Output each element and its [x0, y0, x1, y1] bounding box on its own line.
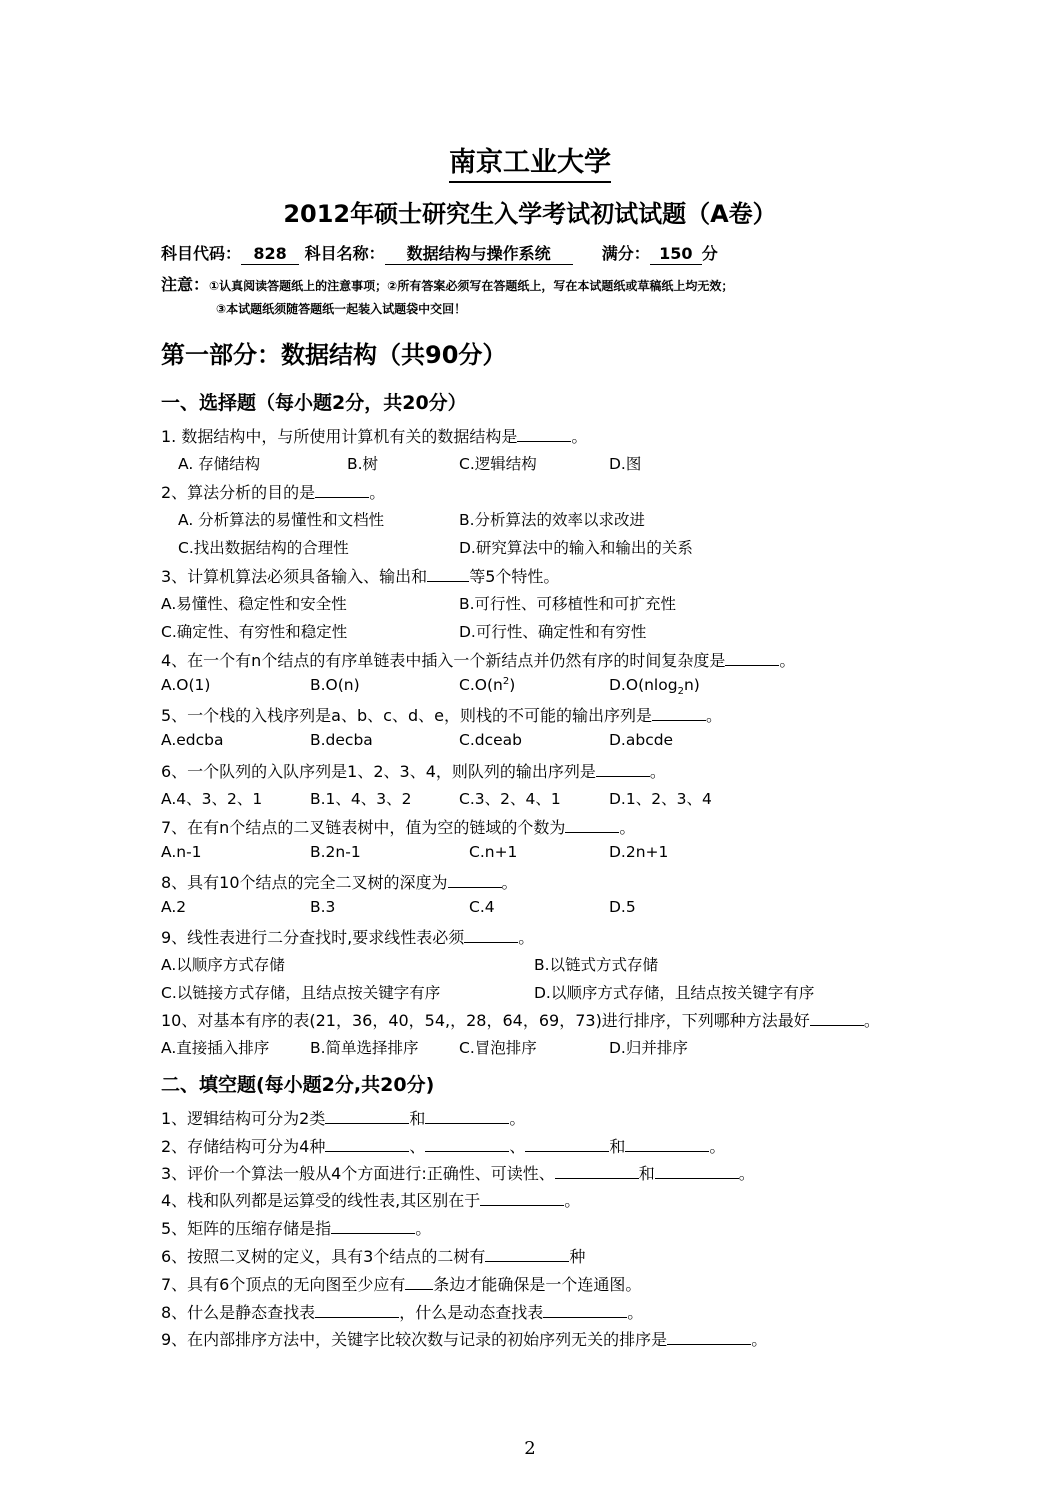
q5-option-d: D.abcde	[609, 731, 674, 749]
q9-option-a: A.以顺序方式存储	[161, 956, 285, 974]
q5-option-b: B.decba	[310, 731, 373, 749]
fill-question-3: 3、评价一个算法一般从4个方面进行:正确性、可读性、 和 。	[161, 1164, 755, 1183]
q7-option-c: C.n+1	[469, 843, 518, 861]
page-number: 2	[524, 1438, 536, 1459]
fill-question-1: 1、逻辑结构可分为2类 和 。	[161, 1109, 526, 1128]
q7-option-d: D.2n+1	[609, 843, 669, 861]
q4-option-c: $C.O(n^2)$	[459, 676, 516, 695]
q9-option-b: B.以链式方式存储	[534, 956, 659, 974]
q6-option-d: D.1、2、3、4	[609, 790, 712, 808]
q2-option-b: B.分析算法的效率以求改进	[459, 511, 646, 529]
question-6: 6、一个队列的入队序列是1、2、3、4，则队列的输出序列是 。	[161, 762, 666, 781]
fill-question-8: 8、什么是静态查找表 ，什么是动态查找表 。	[161, 1303, 644, 1322]
question-7: 7、在有n个结点的二叉链表树中，值为空的链域的个数为 。	[161, 818, 636, 837]
q10-option-c: C.冒泡排序	[459, 1039, 537, 1057]
q2-option-c: C.找出数据结构的合理性	[178, 539, 349, 557]
question-10: 10、对基本有序的表(21，36，40，54,，28，64，69，73)进行排序，下列哪种方法最好 。	[161, 1011, 880, 1030]
q8-option-c: C.4	[469, 898, 495, 916]
question-3: 3、计算机算法必须具备输入、输出和 等5个特性。	[161, 567, 560, 586]
fill-question-6: 6、按照二叉树的定义，具有3个结点的二树有 种	[161, 1247, 586, 1266]
code-value: 828	[241, 244, 299, 265]
q3-option-d: D.可行性、确定性和有穷性	[459, 623, 647, 641]
note-text-1: ①认真阅读答题纸上的注意事项；②所有答案必须写在答题纸上，写在本试题纸或草稿纸上均无效；	[209, 279, 734, 293]
exam-title: 2012年硕士研究生入学考试初试试题（A卷）	[283, 200, 777, 228]
q1-option-c: C.逻辑结构	[459, 455, 537, 473]
question-5: 5、一个栈的入栈序列是a、b、c、d、e，则栈的不可能的输出序列是 。	[161, 706, 722, 725]
fill-question-2: 2、存储结构可分为4种 、 、 和 。	[161, 1137, 726, 1156]
note-line-2: ③本试题纸须随答题纸一起装入试题袋中交回！	[216, 302, 467, 316]
q7-option-b: B.2n-1	[310, 843, 361, 861]
section2-title: 二、填空题(每小题2分,共20分)	[161, 1074, 435, 1096]
section1-title: 一、选择题（每小题2分，共20分）	[161, 392, 467, 414]
q5-option-c: C.dceab	[459, 731, 522, 749]
q7-option-a: A.n-1	[161, 843, 202, 861]
fill-question-9: 9、在内部排序方法中，关键字比较次数与记录的初始序列无关的排序是 。	[161, 1330, 768, 1349]
q9-option-d: D.以顺序方式存储，且结点按关键字有序	[534, 984, 815, 1002]
q9-option-c: C.以链接方式存储，且结点按关键字有序	[161, 984, 441, 1002]
part1-title: 第一部分：数据结构（共90分）	[161, 341, 507, 369]
fill-question-4: 4、栈和队列都是运算受的线性表,其区别在于 。	[161, 1191, 581, 1210]
score-label: 满分：	[601, 244, 650, 263]
score-unit: 分	[701, 244, 718, 263]
q4-option-d: D.O(nlog$_2$n)	[609, 676, 700, 698]
q3-option-c: C.确定性、有穷性和稳定性	[161, 623, 348, 641]
q4-option-a: A.O(1)	[161, 676, 211, 694]
q3-option-a: A.易懂性、稳定性和安全性	[161, 595, 347, 613]
question-1: 1. 数据结构中，与所使用计算机有关的数据结构是 。	[161, 427, 588, 446]
q2-option-d: D.研究算法中的输入和输出的关系	[459, 539, 693, 557]
subject-info	[161, 241, 718, 265]
q10-option-d: D.归并排序	[609, 1039, 688, 1057]
code-label: 科目代码：	[161, 244, 242, 263]
q8-option-a: A.2	[161, 898, 187, 916]
q8-option-b: B.3	[310, 898, 336, 916]
name-label: 科目名称：	[304, 244, 385, 263]
q6-option-b: B.1、4、3、2	[310, 790, 412, 808]
q1-option-b: B.树	[347, 455, 379, 473]
q10-option-a: A.直接插入排序	[161, 1039, 270, 1057]
question-2: 2、算法分析的目的是 。	[161, 483, 386, 502]
name-value: 数据结构与操作系统	[385, 244, 573, 265]
university-title: 南京工业大学	[0, 140, 1060, 179]
note-label: 注意：	[161, 275, 210, 294]
q6-option-c: C.3、2、4、1	[459, 790, 561, 808]
q5-option-a: A.edcba	[161, 731, 224, 749]
score-value: 150	[650, 244, 702, 265]
question-8: 8、具有10个结点的完全二叉树的深度为 。	[161, 873, 518, 892]
q3-option-b: B.可行性、可移植性和可扩充性	[459, 595, 677, 613]
fill-question-7: 7、具有6个顶点的无向图至少应有 条边才能确保是一个连通图。	[161, 1275, 642, 1294]
question-9: 9、线性表进行二分查找时,要求线性表必须 。	[161, 928, 535, 947]
q10-option-b: B.简单选择排序	[310, 1039, 419, 1057]
q2-option-a: A. 分析算法的易懂性和文档性	[178, 511, 385, 529]
note-line-1	[161, 272, 733, 295]
q8-option-d: D.5	[609, 898, 636, 916]
question-4: 4、在一个有n个结点的有序单链表中插入一个新结点并仍然有序的时间复杂度是 。	[161, 651, 796, 670]
q4-option-b: B.O(n)	[310, 676, 360, 694]
q1-option-a: A. 存储结构	[178, 455, 261, 473]
q6-option-a: A.4、3、2、1	[161, 790, 263, 808]
fill-question-5: 5、矩阵的压缩存储是指 。	[161, 1219, 432, 1238]
q1-option-d: D.图	[609, 455, 642, 473]
